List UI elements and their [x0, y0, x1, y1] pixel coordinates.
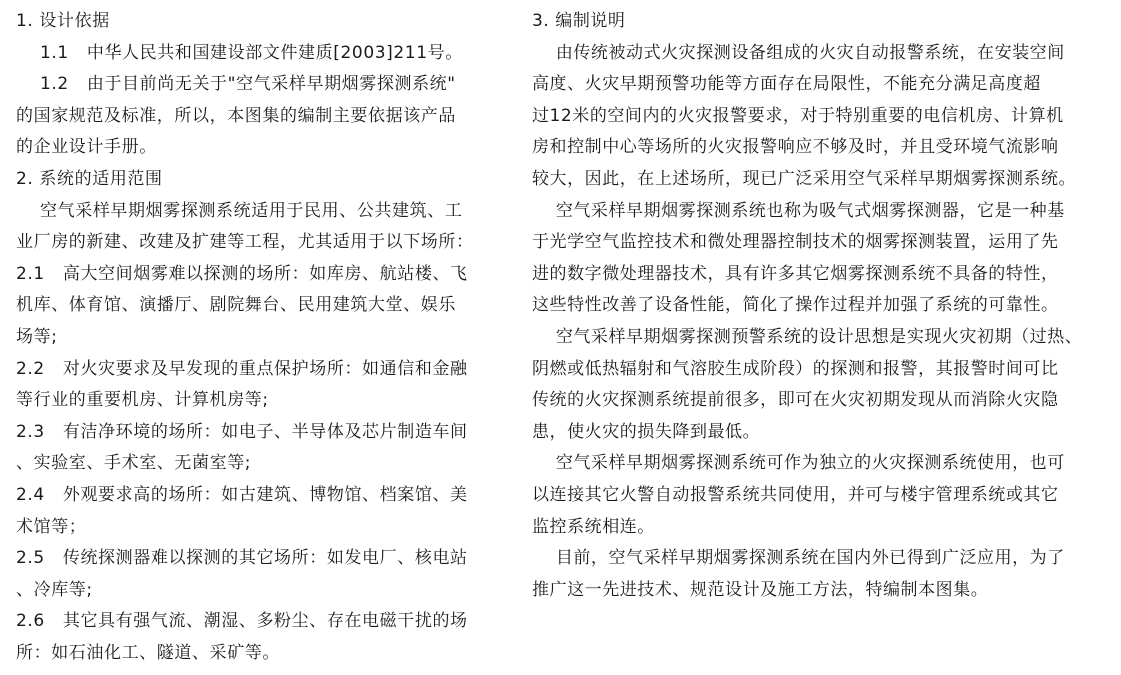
text-line: 所：如石油化工、隧道、采矿等。 [16, 642, 280, 663]
text-line: 空气采样早期烟雾探测系统可作为独立的火灾探测系统使用，也可 [532, 453, 1065, 474]
text-line: 空气采样早期烟雾探测预警系统的设计思想是实现火灾初期（过热、 [532, 326, 1083, 347]
text-line: 阴燃或低热辐射和气溶胶生成阶段）的探测和报警，其报警时间可比 [532, 358, 1059, 379]
text-line: 2.3 有洁净环境的场所：如电子、半导体及芯片制造车间 [16, 421, 468, 442]
text-line: 1.2 由于目前尚无关于"空气采样早期烟雾探测系统" [16, 74, 456, 95]
text-line: 目前，空气采样早期烟雾探测系统在国内外已得到广泛应用，为了 [532, 548, 1065, 569]
text-line: 于光学空气监控技术和微处理器控制技术的烟雾探测装置，运用了先 [532, 232, 1059, 253]
heading-3-compilation-notes: 3. 编制说明 [532, 11, 626, 31]
text-line: 高度、火灾早期预警功能等方面存在局限性，不能充分满足高度超 [532, 74, 1041, 95]
text-line: 2.6 其它具有强气流、潮湿、多粉尘、存在电磁干扰的场 [16, 611, 468, 632]
text-line: 进的数字微处理器技术，具有许多其它烟雾探测系统不具备的特性， [532, 263, 1059, 284]
text-line: 以连接其它火警自动报警系统共同使用，并可与楼宇管理系统或其它 [532, 484, 1059, 505]
text-line: 监控系统相连。 [532, 516, 655, 537]
text-line: 较大，因此，在上述场所，现已广泛采用空气采样早期烟雾探测系统。 [532, 168, 1077, 189]
right-column [532, 0, 1117, 606]
text-line: 患，使火灾的损失降到最低。 [532, 421, 761, 442]
text-line: 这些特性改善了设备性能，简化了操作过程并加强了系统的可靠性。 [532, 295, 1059, 316]
text-line: 、冷库等; [16, 579, 93, 600]
text-line: 房和控制中心等场所的火灾报警响应不够及时，并且受环境气流影响 [532, 137, 1059, 158]
text-line: 、实验室、手术室、无菌室等; [16, 453, 252, 474]
text-line: 术馆等； [16, 516, 87, 537]
heading-2-scope: 2. 系统的适用范围 [16, 168, 163, 189]
text-line: 机库、体育馆、演播厅、剧院舞台、民用建筑大堂、娱乐 [16, 295, 456, 316]
text-line: 2.2 对火灾要求及早发现的重点保护场所：如通信和金融 [16, 358, 468, 379]
heading-1-design-basis: 1. 设计依据 [16, 11, 110, 31]
text-line: 2.5 传统探测器难以探测的其它场所：如发电厂、核电站 [16, 548, 468, 569]
text-line: 的国家规范及标准，所以，本图集的编制主要依据该产品 [16, 105, 456, 126]
text-line: 空气采样早期烟雾探测系统适用于民用、公共建筑、工 [16, 200, 463, 221]
text-line: 业厂房的新建、改建及扩建等工程，尤其适用于以下场所： [16, 232, 474, 253]
text-line: 推广这一先进技术、规范设计及施工方法，特编制本图集。 [532, 579, 989, 600]
text-line: 的企业设计手册。 [16, 137, 157, 158]
left-column [16, 0, 516, 669]
text-line: 传统的火灾探测系统提前很多，即可在火灾初期发现从而消除火灾隐 [532, 390, 1059, 411]
text-line: 2.1 高大空间烟雾难以探测的场所：如库房、航站楼、飞 [16, 263, 468, 284]
text-line: 场等; [16, 326, 58, 347]
text-line: 过12米的空间内的火灾报警要求，对于特别重要的电信机房、计算机 [532, 105, 1064, 126]
text-line: 1.1 中华人民共和国建设部文件建质[2003]211号。 [16, 42, 463, 63]
text-line: 2.4 外观要求高的场所：如古建筑、博物馆、档案馆、美 [16, 484, 468, 505]
text-line: 空气采样早期烟雾探测系统也称为吸气式烟雾探测器，它是一种基 [532, 200, 1065, 221]
text-line: 由传统被动式火灾探测设备组成的火灾自动报警系统，在安装空间 [532, 42, 1065, 63]
text-line: 等行业的重要机房、计算机房等; [16, 390, 269, 411]
